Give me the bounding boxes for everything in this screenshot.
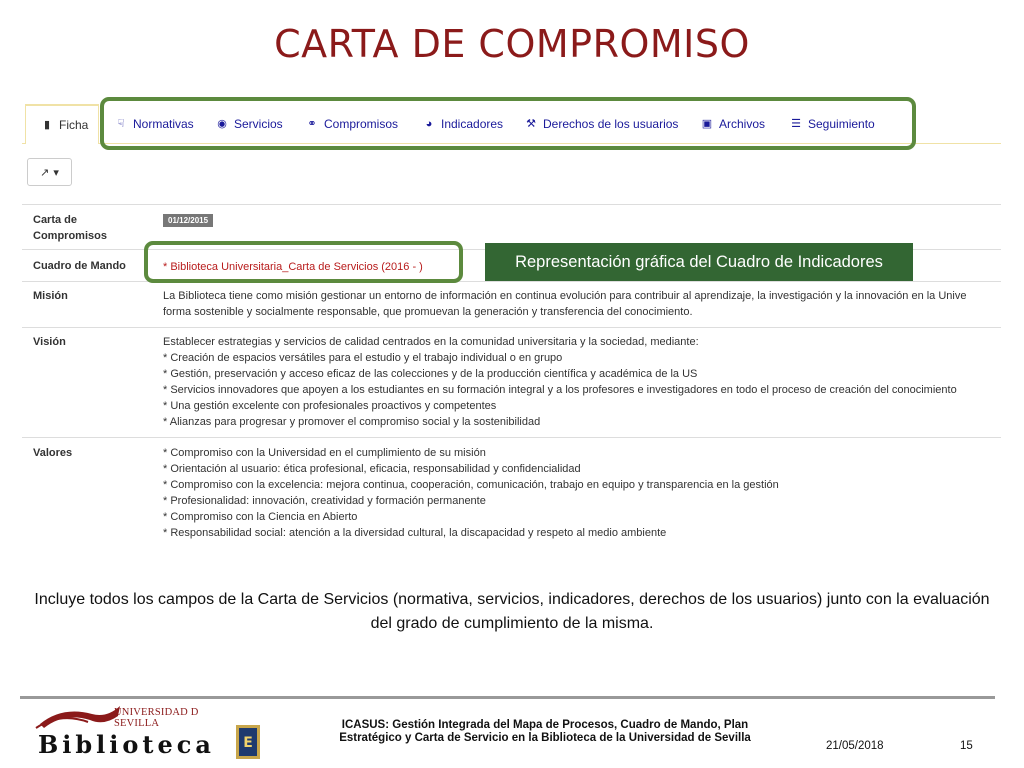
tab-label: Indicadores — [441, 117, 504, 131]
folder-icon: ▮ — [43, 119, 51, 131]
carta-date-badge: 01/12/2015 — [163, 214, 213, 227]
tab-ficha[interactable] — [25, 104, 99, 144]
row-divider — [22, 437, 1001, 438]
biblioteca-logo — [32, 702, 222, 762]
dashboard-icon: ◕ — [425, 118, 433, 130]
callout-label: Representación gráfica del Cuadro de Indicadores — [485, 243, 913, 281]
tab-label: Ficha — [59, 118, 89, 132]
app-screenshot — [22, 98, 1001, 542]
library-name: Biblioteca — [38, 730, 215, 759]
field-label-mision: Misión — [33, 290, 68, 302]
field-label-carta: Carta de Compromisos — [33, 214, 107, 242]
tab-label: Derechos de los usuarios — [543, 117, 679, 131]
university-name: UNIVERSIDAD D SEVILLA — [114, 707, 199, 729]
mision-text: La Biblioteca tiene como misión gestionar un entorno de información en continua evolución para contribuir al aprendizaje, la investigación y la innovación en la Unive forma sostenible y socialmente responsable, que promuevan la generación y transferencia del conocimiento. — [163, 290, 967, 318]
handshake-icon: ⚭ — [307, 118, 317, 130]
slide-title: CARTA DE COMPROMISO — [274, 22, 750, 66]
tools-dropdown-button[interactable] — [27, 158, 72, 186]
footer-divider — [20, 696, 995, 699]
row-divider — [22, 204, 1001, 205]
share-icon: ↗ — [40, 166, 50, 179]
hand-icon: ☟ — [117, 118, 125, 130]
gavel-icon: ⚒ — [526, 118, 536, 130]
tab-label: Archivos — [719, 117, 766, 131]
quality-seal-icon — [236, 725, 260, 759]
slide-caption: Incluye todos los campos de la Carta de Servicios (normativa, servicios, indicadores, derechos de los usuarios) junto con la evaluación del grado de cumplimiento de la misma. — [34, 591, 990, 632]
tab-label: Normativas — [133, 117, 194, 131]
tabs-highlight-box — [100, 97, 916, 150]
list-icon: ☰ — [791, 118, 801, 130]
vision-text: Establecer estrategias y servicios de calidad centrados en la comunidad universitaria y la sociedad, mediante: * Creación de espacios versátiles para el estudio y el trabajo individual o en grupo * Gestión, preservación y acceso eficaz de las colecciones y de la producción científica y académica de la US * Servicios innovadores que apoyen a los estudiantes en su formación integral y a los profesores e investigadores en todo el proceso de creación del conocimiento * Una gestión excelente con profesionales proactivos y competentes * Alianzas para progresar y promover el compromiso social y la sostenibilidad — [163, 336, 957, 428]
valores-text: * Compromiso con la Universidad en el cumplimiento de su misión * Orientación al usuario: ética profesional, eficacia, responsabilidad y confidencialidad * Compromiso con la excelencia: mejora continua, cooperación, comunicación, trabajo en equipo y transparencia en la gestión * Profesionalidad: innovación, creatividad y formación permanente * Compromiso con la Ciencia en Abierto * Responsabilidad social: atención a la diversidad cultural, la discapacidad y respeto al medio ambiente — [163, 447, 779, 539]
archive-icon: ▣ — [701, 118, 713, 130]
tab-label: Compromisos — [324, 117, 399, 131]
footer-text: ICASUS: Gestión Integrada del Mapa de Procesos, Cuadro de Mando, Plan Estratégico y Carta de Servicio en la Biblioteca de la Universidad de Sevilla — [339, 719, 751, 744]
book-logo-icon — [32, 702, 122, 732]
row-divider — [22, 327, 1001, 328]
svg-text:E: E — [243, 735, 253, 751]
field-label-valores: Valores — [33, 447, 73, 459]
cuadro-link[interactable]: * Biblioteca Universitaria_Carta de Servicios (2016 - ) — [163, 261, 423, 273]
user-circle-icon: ◉ — [217, 118, 227, 130]
caret-down-icon: ▾ — [53, 166, 59, 179]
field-label-vision: Visión — [33, 336, 66, 348]
tab-label: Servicios — [234, 117, 283, 131]
footer-date: 21/05/2018 — [826, 740, 884, 752]
cuadro-highlight-box — [144, 241, 463, 283]
tab-label: Seguimiento — [808, 117, 875, 131]
field-label-cuadro: Cuadro de Mando — [33, 260, 126, 272]
page-number: 15 — [960, 740, 973, 752]
